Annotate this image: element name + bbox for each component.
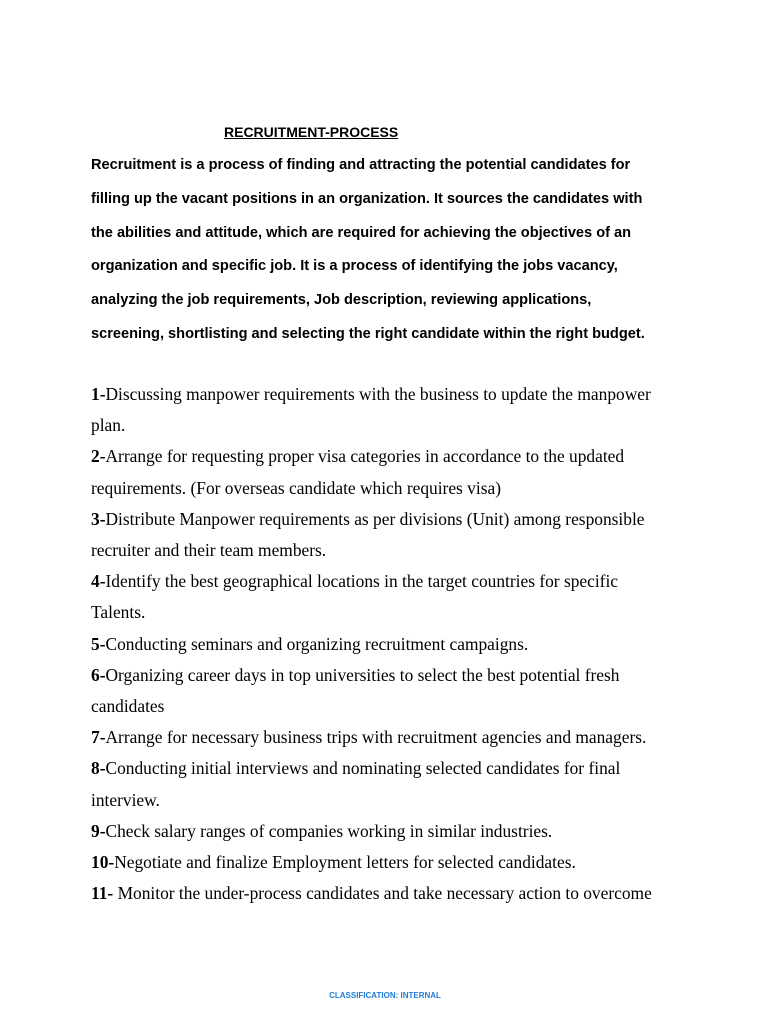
step-item	[91, 878, 731, 909]
step-text: Arrange for requesting proper visa categories in accordance to the updated	[105, 446, 625, 467]
step-item	[91, 566, 731, 597]
intro-line: analyzing the job requirements, Job description, reviewing applications,	[91, 292, 592, 309]
step-text: Discussing manpower requirements with the business to update the manpower	[105, 384, 651, 404]
step-text: Talents.	[91, 602, 146, 623]
step-text: interview.	[91, 789, 160, 810]
step-item-continuation	[91, 785, 731, 816]
step-text: requirements. (For overseas candidate which requires visa)	[91, 477, 501, 498]
step-item	[91, 660, 731, 691]
step-item	[91, 816, 731, 847]
step-text: Monitor the under-process candidates and take necessary action to overcome	[113, 883, 652, 904]
document-title: RECRUITMENT-PROCESS	[224, 124, 399, 140]
step-item-continuation	[91, 597, 731, 628]
step-number: 10-	[91, 852, 115, 873]
step-number: 2-	[91, 446, 106, 467]
intro-line: organization and specific job. It is a process of identifying the jobs vacancy,	[91, 258, 618, 275]
step-item-continuation	[91, 535, 731, 566]
step-item	[91, 379, 731, 410]
step-item	[91, 504, 731, 535]
intro-paragraph	[91, 149, 691, 352]
step-number: 3-	[91, 508, 106, 529]
step-item	[91, 441, 731, 472]
step-text: Conducting seminars and organizing recruitment campaigns.	[105, 633, 529, 654]
step-number: 9-	[91, 820, 106, 841]
process-steps-list	[91, 379, 731, 909]
step-number: 8-	[91, 758, 106, 779]
step-number: 1-	[91, 384, 106, 404]
intro-line: Recruitment is a process of finding and attracting the potential candidates for	[91, 157, 631, 173]
step-number: 11-	[91, 883, 114, 904]
step-item	[91, 722, 731, 753]
step-text: Negotiate and finalize Employment letters for selected candidates.	[114, 852, 576, 873]
step-text: candidates	[91, 696, 165, 717]
step-text: Arrange for necessary business trips with recruitment agencies and managers.	[105, 727, 647, 748]
classification-label: CLASSIFICATION: INTERNAL	[329, 991, 441, 1000]
step-item-continuation	[91, 691, 731, 722]
step-text: Organizing career days in top universities to select the best potential fresh	[105, 664, 620, 685]
step-item	[91, 847, 731, 878]
step-text: Check salary ranges of companies working in similar industries.	[105, 820, 553, 841]
step-text: Conducting initial interviews and nominating selected candidates for final	[105, 758, 621, 779]
intro-line: filling up the vacant positions in an organization. It sources the candidates with	[91, 190, 643, 207]
step-text: plan.	[91, 415, 126, 436]
intro-line: screening, shortlisting and selecting the right candidate within the right budget.	[91, 325, 645, 342]
step-item	[91, 629, 731, 660]
step-item-continuation	[91, 410, 731, 441]
step-number: 4-	[91, 571, 106, 592]
step-text: recruiter and their team members.	[91, 540, 327, 561]
step-number: 5-	[91, 633, 106, 654]
step-item	[91, 753, 731, 784]
step-text: Distribute Manpower requirements as per divisions (Unit) among responsible	[105, 508, 645, 529]
step-text: Identify the best geographical locations in the target countries for specific	[105, 571, 619, 592]
step-item-continuation	[91, 473, 731, 504]
step-number: 6-	[91, 664, 106, 685]
step-number: 7-	[91, 727, 106, 748]
intro-line: the abilities and attitude, which are required for achieving the objectives of an	[91, 224, 632, 241]
